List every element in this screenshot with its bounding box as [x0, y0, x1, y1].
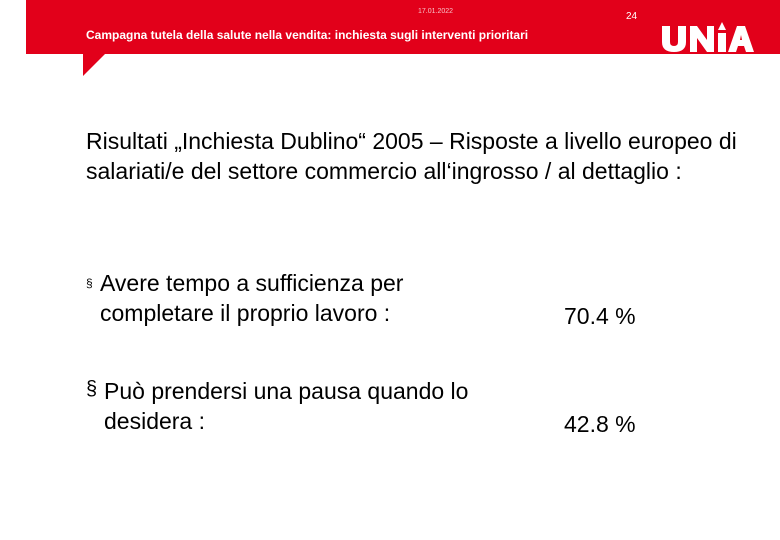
unia-logo — [660, 20, 756, 54]
bullet-value: 70.4 % — [564, 303, 636, 329]
bullet-text: Può prendersi una pausa quando lo desidera : — [104, 378, 469, 434]
bullet-text: Avere tempo a sufficienza per completare il proprio lavoro : — [100, 270, 404, 326]
slide-subtitle: Campagna tutela della salute nella vendita: inchiesta sugli interventi prioritari — [86, 28, 529, 42]
bullet-marker: § — [86, 276, 93, 290]
header-tab-decoration — [83, 54, 105, 76]
slide-title: Risultati „Inchiesta Dublino“ 2005 – Risposte a livello europeo di salariati/e del settore commercio all‘ingrosso / al dettaglio : — [86, 128, 737, 184]
bullet-marker: § — [86, 378, 98, 400]
slide-date: 17.01.2022 — [418, 8, 454, 15]
page-number: 24 — [626, 11, 638, 22]
bullet-value: 42.8 % — [564, 411, 636, 437]
